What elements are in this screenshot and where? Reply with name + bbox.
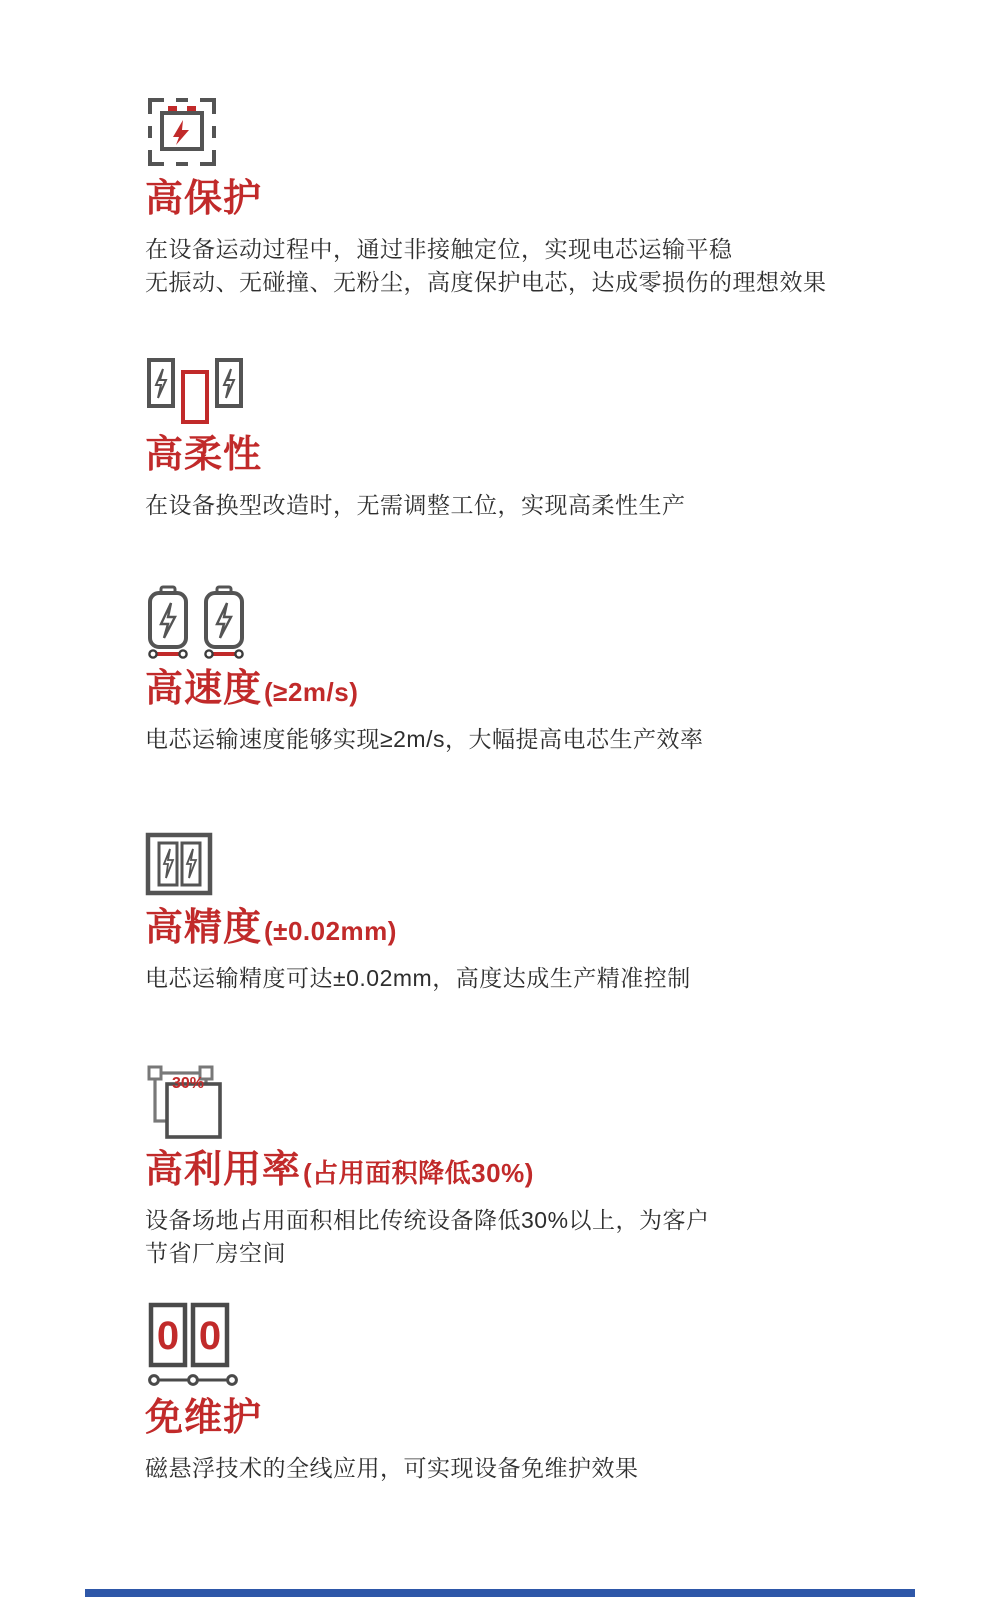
icon-zero-label: 0 bbox=[198, 1314, 222, 1358]
area-selection-icon bbox=[145, 1060, 237, 1140]
footer-accent-bar bbox=[85, 1589, 915, 1597]
body-line: 在设备运动过程中，通过非接触定位，实现电芯运输平稳 bbox=[145, 236, 733, 262]
section-title-suffix: (≥2m/s) bbox=[264, 677, 359, 707]
body-line: 电芯运输速度能够实现≥2m/s，大幅提高电芯生产效率 bbox=[145, 726, 704, 752]
section-title: 免维护 bbox=[145, 1397, 263, 1439]
feature-section-protection bbox=[145, 95, 920, 299]
body-line: 在设备换型改造时，无需调整工位，实现高柔性生产 bbox=[145, 492, 686, 518]
moving-batteries-icon bbox=[145, 585, 249, 659]
feature-section-speed bbox=[145, 585, 920, 756]
icon-zero-label: 0 bbox=[156, 1314, 180, 1358]
body-line: 磁悬浮技术的全线应用，可实现设备免维护效果 bbox=[145, 1455, 639, 1481]
feature-section-maintenance-free bbox=[145, 1302, 920, 1485]
section-title-suffix: (±0.02mm) bbox=[264, 916, 397, 946]
body-line: 设备场地占用面积相比传统设备降低30%以上，为客户 bbox=[145, 1207, 710, 1233]
battery-focus-frame-icon bbox=[145, 95, 219, 169]
section-title: 高速度 bbox=[145, 668, 263, 710]
body-line: 节省厂房空间 bbox=[145, 1240, 286, 1266]
section-title: 高精度 bbox=[145, 907, 263, 949]
batteries-in-box-icon bbox=[145, 832, 215, 898]
feature-section-flexibility bbox=[145, 357, 920, 522]
feature-section-utilization bbox=[145, 1060, 920, 1270]
body-line: 无振动、无碰撞、无粉尘，高度保护电芯，达成零损伤的理想效果 bbox=[145, 269, 827, 295]
section-title: 高柔性 bbox=[145, 434, 263, 476]
modular-cells-icon bbox=[145, 357, 245, 425]
body-line: 电芯运输精度可达±0.02mm，高度达成生产精准控制 bbox=[145, 965, 691, 991]
section-title: 高保护 bbox=[145, 178, 263, 220]
zero-counters-rail-icon bbox=[145, 1302, 241, 1388]
section-title-suffix: (占用面积降低30%) bbox=[303, 1158, 534, 1188]
feature-section-precision bbox=[145, 832, 920, 995]
section-title: 高利用率 bbox=[145, 1149, 302, 1191]
